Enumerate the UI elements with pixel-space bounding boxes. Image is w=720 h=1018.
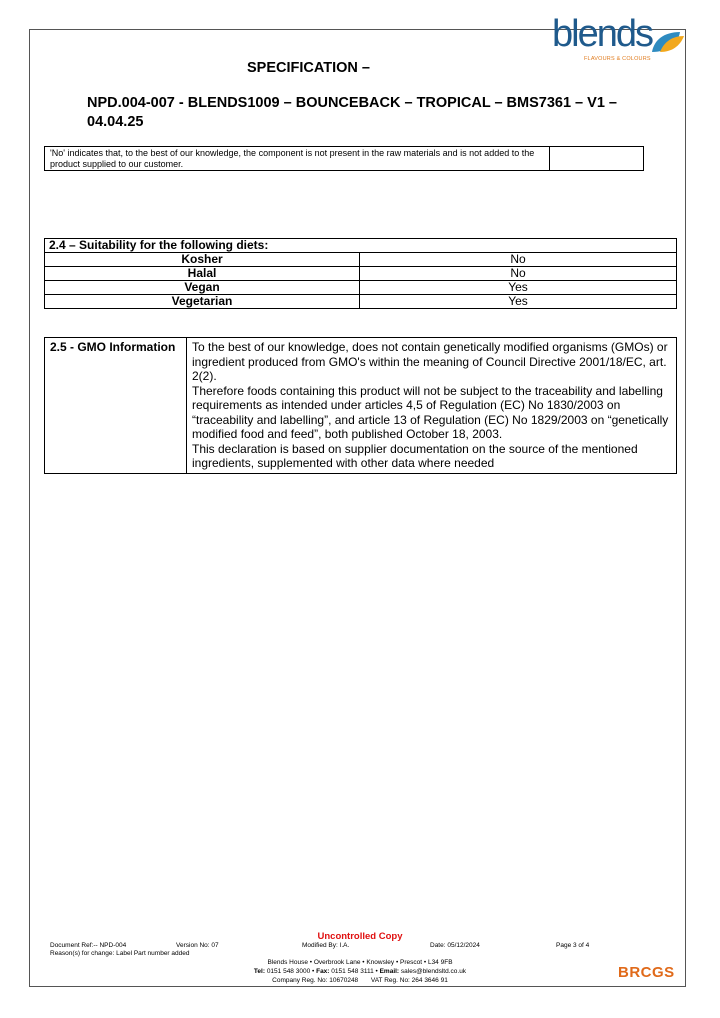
uncontrolled-copy-label: Uncontrolled Copy [317,931,403,942]
diet-table-heading: 2.4 – Suitability for the following diets: [45,239,677,253]
gmo-heading: 2.5 - GMO Information [45,338,187,474]
diet-value: No [360,253,677,267]
doc-date: Date: 05/12/2024 [430,942,480,949]
diet-label: Vegetarian [45,295,360,309]
gmo-body [187,338,677,474]
contact-line: Tel: 0151 548 3000 • Fax: 0151 548 3111 • Email: sales@blendsltd.co.uk [253,968,467,975]
gmo-paragraph: To the best of our knowledge, does not contain genetically modified organisms (GMOs) or ingredient produced from GMO's within the meaning of Council Directive 2001/18/EC, art. 2(2). [192,340,668,383]
page-frame [29,29,686,987]
leaf-icon [650,30,686,54]
logo-wordmark: blends [552,13,652,55]
logo-tagline: FLAVOURS & COLOURS [584,56,651,62]
table-row [45,267,677,281]
diet-value: No [360,267,677,281]
doc-ref: Document Ref:-- NPD-004 [50,942,127,949]
table-row [45,281,677,295]
gmo-table [44,337,677,474]
table-row [45,295,677,309]
page-number: Page 3 of 4 [556,942,590,949]
note-table [44,146,644,171]
brcgs-logo: BRCGS [618,964,675,981]
company-reg: Company Reg. No: 10670248 [272,977,359,984]
email-address: sales@blendsltd.co.uk [400,968,467,975]
spec-title: SPECIFICATION – [247,60,370,76]
table-row [45,253,677,267]
modified-by: Modified By: I.A. [302,942,350,949]
fax-number: 0151 548 3111 [331,968,374,975]
gmo-paragraph: This declaration is based on supplier documentation on the source of the mentioned ingredients, supplemented with other data where needed [192,441,638,470]
diet-suitability-table [44,238,677,309]
diet-value: Yes [360,295,677,309]
email-label: Email: [379,968,400,975]
note-empty-cell [550,147,644,171]
product-title: NPD.004-007 - BLENDS1009 – BOUNCEBACK – TROPICAL – BMS7361 – V1 – 04.04.25 [87,95,617,130]
company-address: Blends House • Overbrook Lane • Knowsley • Prescot • L34 9FB [267,959,453,966]
note-text: 'No' indicates that, to the best of our knowledge, the component is not present in the raw materials and is not added to the product supplied to our customer. [45,147,550,171]
change-reasons: Reason(s) for change: Label Part number added [50,950,190,957]
gmo-paragraph: Therefore foods containing this product will not be subject to the traceability and labelling requirements as intended under articles 4,5 of Regulation (EC) No 1830/2003 on “traceability and labelling”, and article 13 of Regulation (EC) No 1829/2003 on “genetically modified food and feed”, both published October 18, 2003. [192,383,669,441]
diet-label: Kosher [45,253,360,267]
fax-label: Fax: [316,968,330,975]
vat-reg: VAT Reg. No: 264 3646 91 [370,977,448,984]
diet-value: Yes [360,281,677,295]
tel-label: Tel: [253,968,265,975]
blends-logo [548,12,688,68]
diet-label: Vegan [45,281,360,295]
registration-line [0,977,720,984]
version-no: Version No: 07 [176,942,219,949]
tel-number: 0151 548 3000 [266,968,311,975]
diet-label: Halal [45,267,360,281]
